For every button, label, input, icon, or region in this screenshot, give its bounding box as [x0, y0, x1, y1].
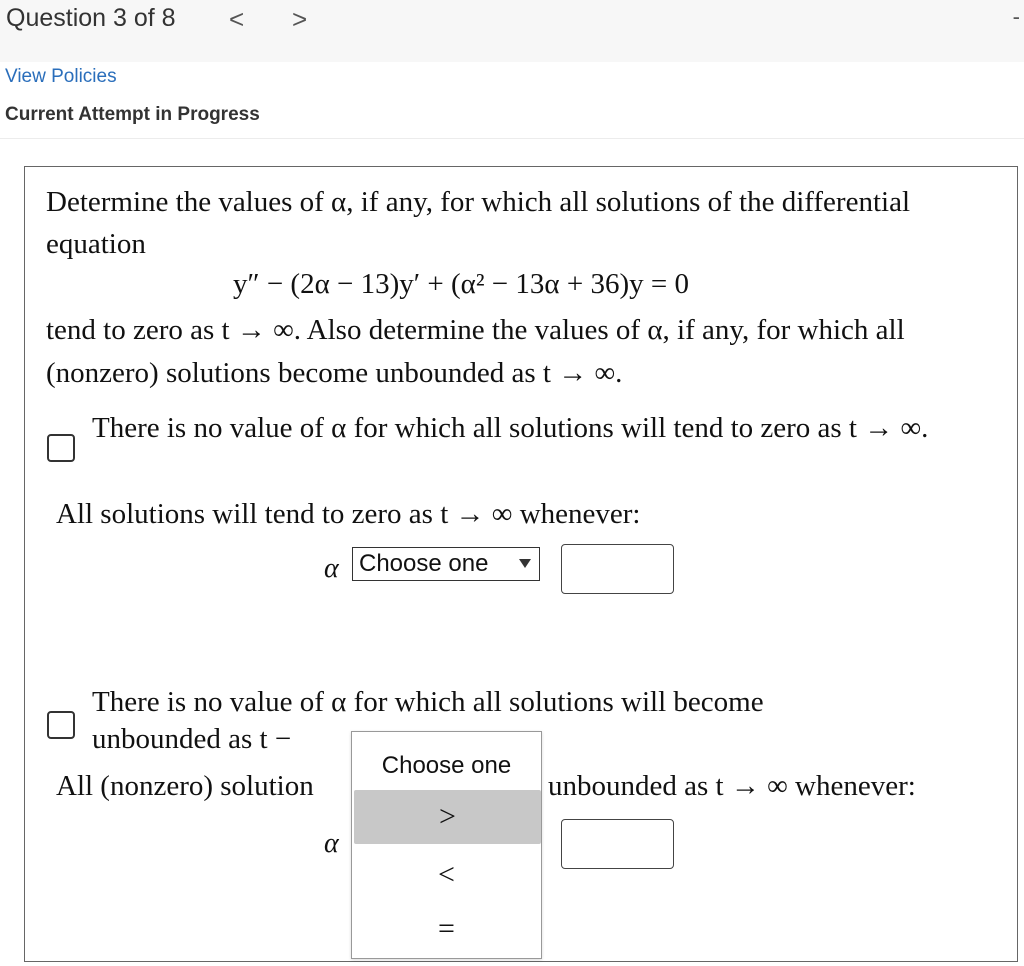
unbounded-statement-right: unbounded as t → ∞ whenever:	[548, 770, 916, 802]
relation-select-1-value: Choose one	[359, 550, 489, 577]
alpha-value-input-2[interactable]	[561, 819, 674, 869]
view-policies-link[interactable]: View Policies	[5, 66, 117, 87]
tend-zero-statement: All solutions will tend to zero as t → ∞ whenever:	[56, 498, 641, 530]
dropdown-option-equal[interactable]: =	[438, 912, 455, 945]
no-value-tend-zero-checkbox[interactable]	[47, 434, 75, 462]
next-question-button[interactable]: >	[292, 4, 308, 34]
alpha-value-input-1[interactable]	[561, 544, 674, 594]
question-continuation: tend to zero as t → ∞. Also determine the values of α, if any, for which all (nonzero) solutions become unbounded as t → ∞.	[46, 314, 905, 389]
question-intro: Determine the values of α, if any, for which all solutions of the differential equation	[46, 186, 910, 260]
relation-select-1[interactable]	[352, 547, 540, 581]
no-value-tend-zero-label: There is no value of α for which all solutions will tend to zero as t → ∞.	[92, 412, 929, 444]
attempt-status: Current Attempt in Progress	[5, 104, 260, 125]
dropdown-option-less[interactable]: <	[438, 858, 455, 891]
dropdown-caret-icon	[519, 559, 531, 568]
no-value-unbounded-checkbox[interactable]	[47, 711, 75, 739]
dropdown-option-greater[interactable]: >	[354, 790, 541, 844]
relation-dropdown-list[interactable]	[351, 731, 542, 959]
no-value-unbounded-label-line1: There is no value of α for which all solutions will become	[92, 686, 764, 718]
previous-question-button[interactable]: <	[229, 4, 245, 34]
question-counter: Question 3 of 8	[6, 4, 176, 32]
top-bar	[0, 0, 1024, 62]
divider	[0, 138, 1024, 139]
unbounded-statement-left: All (nonzero) solution	[56, 770, 314, 802]
no-value-unbounded-label-line2: unbounded as t −	[92, 723, 292, 755]
collapse-toggle[interactable]: -	[1012, 4, 1020, 29]
differential-equation: y″ − (2α − 13)y′ + (α² − 13α + 36)y = 0	[233, 268, 689, 300]
alpha-symbol-2: α	[324, 828, 339, 859]
alpha-symbol-1: α	[324, 553, 339, 584]
dropdown-option-placeholder[interactable]: Choose one	[381, 752, 512, 779]
